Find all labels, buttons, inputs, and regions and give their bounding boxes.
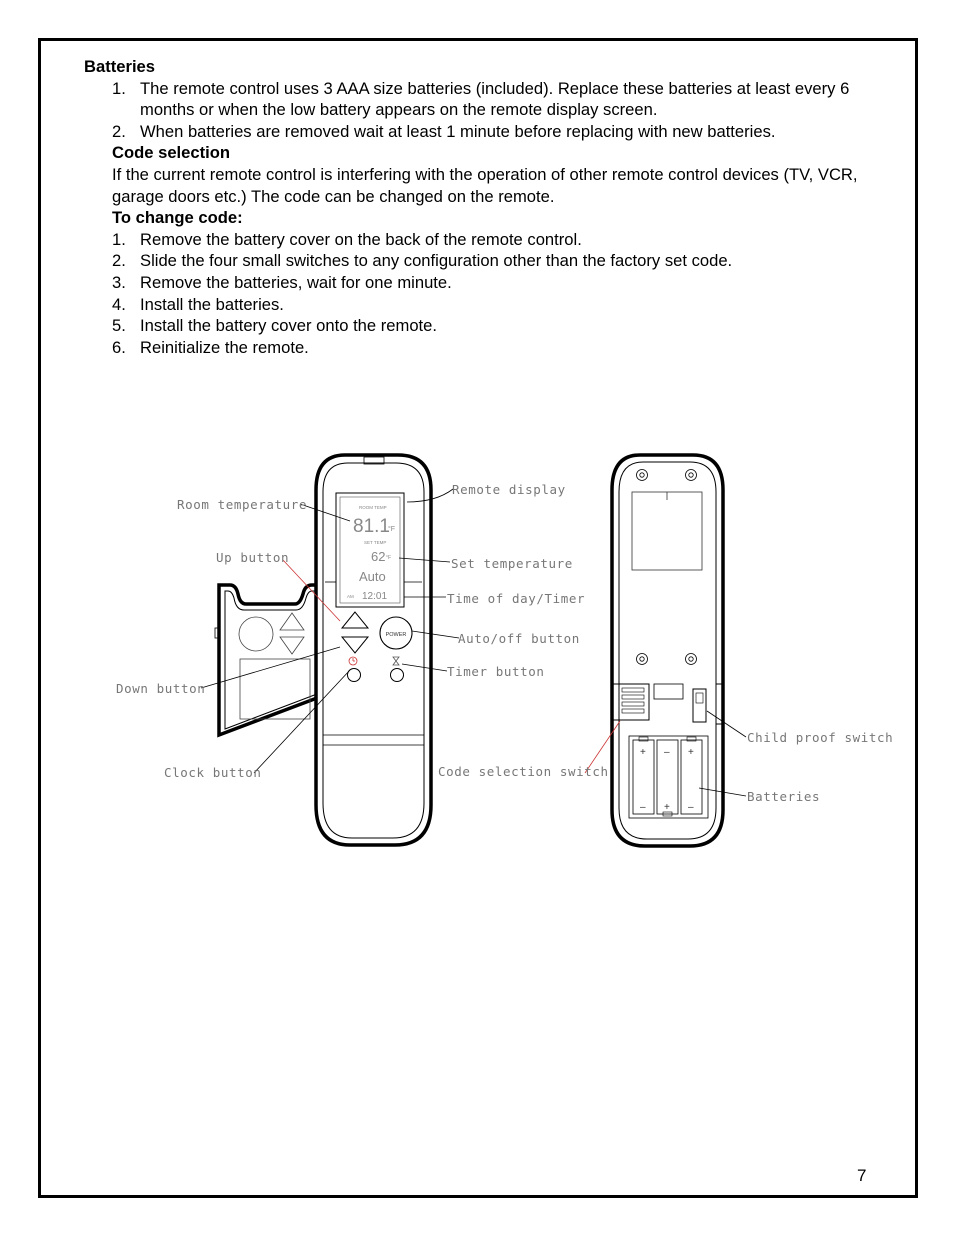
up-arrow-icon [342, 612, 368, 628]
set-temp-value: 62 [371, 549, 386, 564]
remote-display-label: Remote display [452, 482, 566, 497]
remote-display-window [336, 493, 404, 607]
list-text: Install the battery cover onto the remote. [140, 316, 438, 336]
list-text: Remove the batteries, wait for one minute. [140, 272, 452, 292]
front-remote [215, 455, 431, 845]
list-text: Install the batteries. [140, 294, 284, 314]
list-number: 1. [112, 78, 126, 98]
set-temp-unit: °F [386, 555, 392, 561]
svg-text:+: + [664, 802, 670, 813]
child-proof-switch-label: Child proof switch [747, 730, 894, 745]
svg-text:–: – [640, 802, 646, 813]
list-text: Slide the four small switches to any configuration other than the factory set code. [140, 251, 733, 271]
list-number: 5. [112, 316, 126, 336]
svg-text:+: + [640, 747, 646, 758]
list-text: Reinitialize the remote. [140, 337, 309, 357]
svg-text:–: – [664, 747, 670, 758]
room-temperature-label: Room temperature [177, 497, 308, 512]
list-number: 4. [112, 294, 126, 314]
list-number: 2. [112, 251, 126, 271]
list-number: 3. [112, 272, 126, 292]
clock-button-label: Clock button [164, 765, 262, 780]
list-text: Remove the battery cover on the back of the remote control. [140, 229, 582, 249]
up-button-label: Up button [216, 550, 290, 565]
list-number: 1. [112, 229, 126, 249]
code-selection-switch-label: Code selection switch [438, 764, 609, 779]
list-text: The remote control uses 3 AAA size batteries (included). Replace these batteries at least every 6 months or when the low battery appears on the remote display screen. [140, 78, 850, 120]
room-temp-caption: ROOM TEMP [359, 505, 387, 510]
child-proof-switch [693, 689, 706, 722]
auto-off-button-label: Auto/off button [458, 631, 580, 646]
battery-polarity [640, 747, 694, 813]
change-code-heading: To change code: [112, 208, 243, 228]
code-selection-heading: Code selection [112, 143, 231, 163]
batteries-label: Batteries [747, 789, 821, 804]
timer-icon [393, 657, 399, 665]
list-number: 6. [112, 337, 126, 357]
list-number: 2. [112, 121, 126, 141]
svg-text:–: – [688, 802, 694, 813]
back-remote [612, 455, 723, 846]
room-temp-unit: °F [388, 526, 396, 533]
room-temp-value: 81.1 [353, 516, 390, 537]
power-label: POWER [385, 632, 407, 638]
svg-text:+: + [688, 747, 694, 758]
page-number: 7 [857, 1166, 867, 1185]
batteries-heading: Batteries [84, 57, 156, 76]
time-value: 12:01 [362, 591, 388, 602]
ampm-value: AM [347, 594, 354, 599]
set-temperature-label: Set temperature [451, 556, 573, 571]
code-selection-body: If the current remote control is interfering with the operation of other remote control devices (TV, VCR, garage doors etc.) The code can be changed on the remote. [112, 164, 858, 206]
timer-button-label: Timer button [447, 664, 545, 679]
mode-value: Auto [359, 569, 386, 584]
set-temp-caption: SET TEMP [364, 540, 387, 545]
display-readout [347, 505, 406, 638]
down-arrow-icon [342, 637, 368, 653]
down-button-label: Down button [116, 681, 206, 696]
list-text: When batteries are removed wait at least 1 minute before replacing with new batteries. [140, 121, 776, 141]
time-of-day-label: Time of day/Timer [447, 591, 586, 606]
